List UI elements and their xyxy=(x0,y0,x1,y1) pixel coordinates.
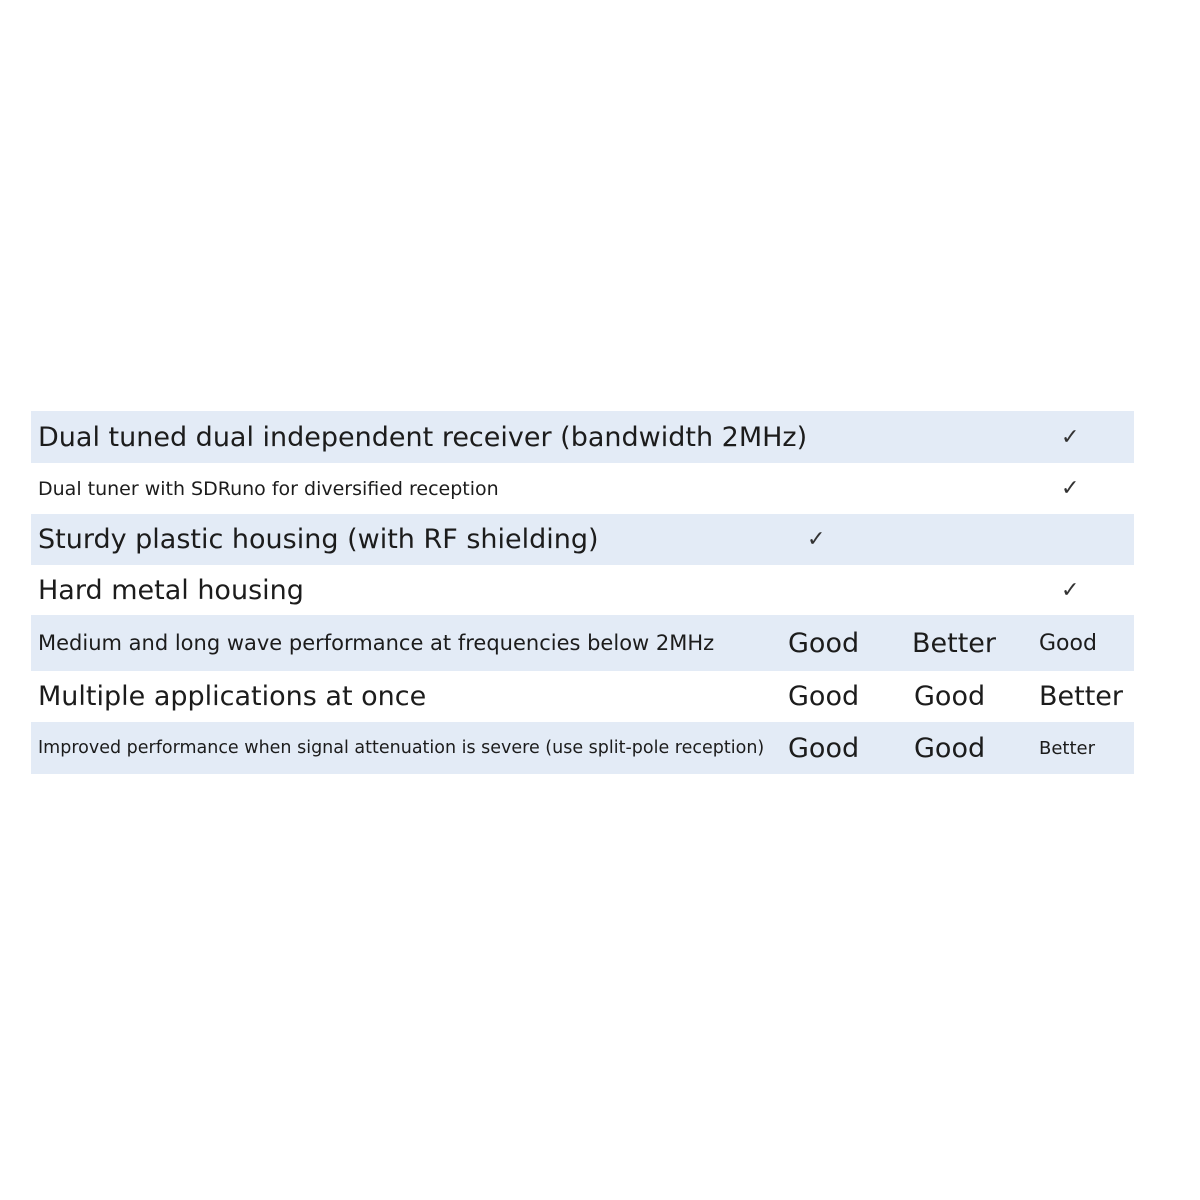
table-row xyxy=(31,514,1134,565)
table-row xyxy=(31,671,1134,722)
table-row xyxy=(31,615,1134,671)
rating-value: Better xyxy=(912,627,997,659)
feature-label: Sturdy plastic housing (with RF shielding) xyxy=(38,524,599,555)
rating-value: Better xyxy=(1039,737,1096,759)
feature-label: Improved performance when signal attenuation is severe (use split-pole reception) xyxy=(38,738,765,758)
table-row xyxy=(31,411,1134,463)
table-row xyxy=(31,565,1134,615)
table-row xyxy=(31,463,1134,514)
feature-label: Hard metal housing xyxy=(38,574,304,606)
checkmark-icon: ✓ xyxy=(1061,577,1080,603)
rating-value: Good xyxy=(1039,630,1097,656)
checkmark-icon: ✓ xyxy=(807,527,826,552)
feature-label: Multiple applications at once xyxy=(38,681,427,712)
feature-label: Dual tuned dual independent receiver (bandwidth 2MHz) xyxy=(38,421,808,453)
rating-value: Good xyxy=(914,681,986,712)
rating-value: Better xyxy=(1039,681,1124,712)
feature-label: Dual tuner with SDRuno for diversified reception xyxy=(38,477,499,500)
comparison-table xyxy=(31,411,1134,774)
rating-value: Good xyxy=(788,732,860,764)
feature-label: Medium and long wave performance at frequencies below 2MHz xyxy=(38,631,715,655)
checkmark-icon: ✓ xyxy=(1061,424,1080,450)
rating-value: Good xyxy=(788,681,860,712)
rating-value: Good xyxy=(914,732,986,764)
rating-value: Good xyxy=(788,627,860,659)
table-row xyxy=(31,722,1134,774)
checkmark-icon: ✓ xyxy=(1061,476,1080,501)
